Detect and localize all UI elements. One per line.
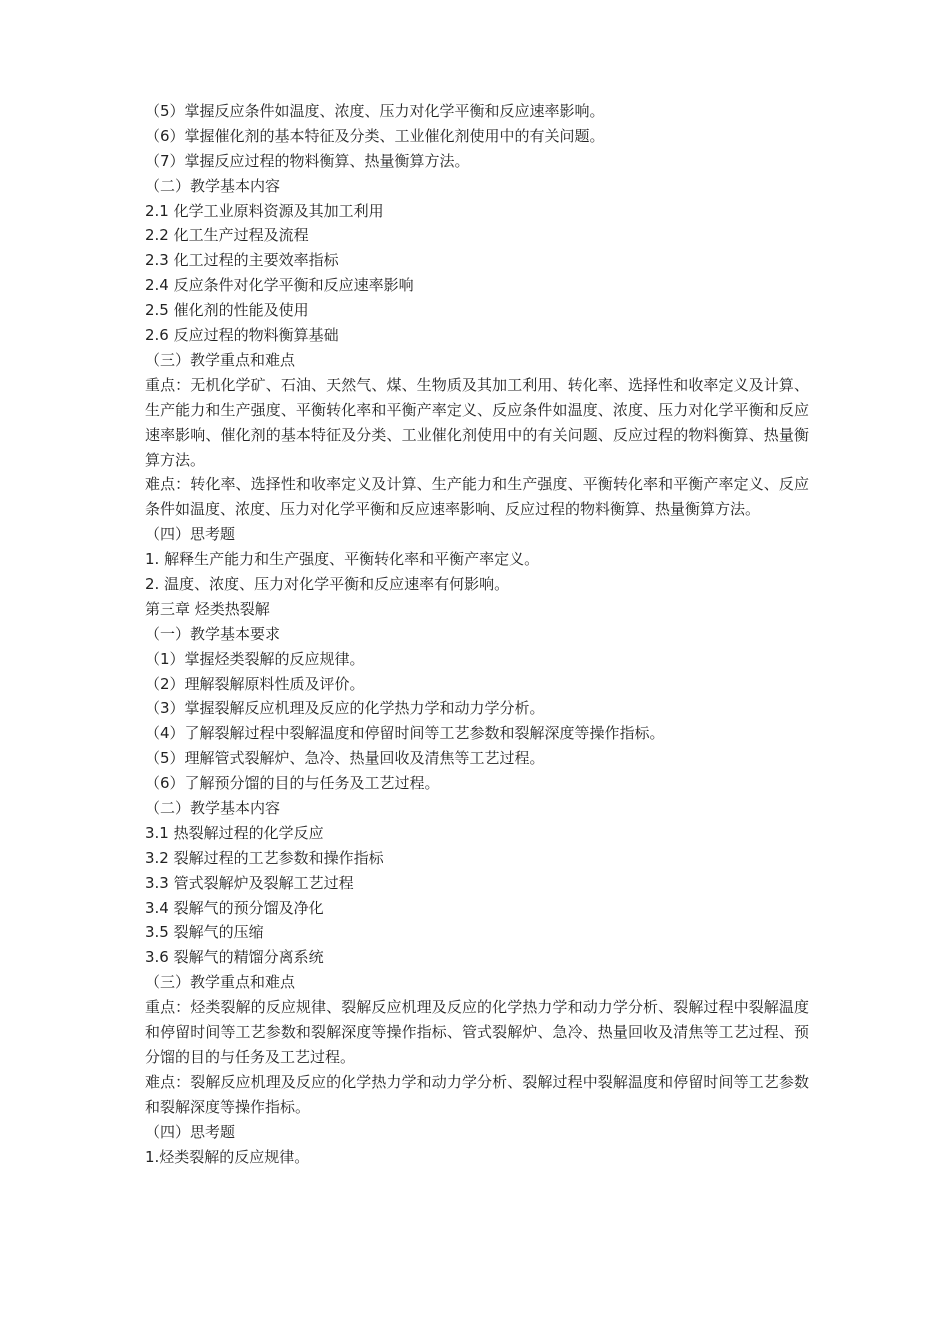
content-item: 3.6 裂解气的精馏分离系统 xyxy=(145,948,324,967)
question-item: 1.烃类裂解的反应规律。 xyxy=(145,1147,310,1166)
key-points-paragraph: 重点：无机化学矿、石油、天然气、煤、生物质及其加工利用、转化率、选择性和收率定义及计算、生产能力和生产强度、平衡转化率和平衡产率定义、反应条件如温度、浓度、压力对化学平衡和反应速率影响、催化剂的基本特征及分类、工业催化剂使用中的有关问题、反应过程的物料衡算、热量衡算方法。 xyxy=(145,375,809,469)
list-item: （6）了解预分馏的目的与任务及工艺过程。 xyxy=(145,774,440,793)
content-item: 2.5 催化剂的性能及使用 xyxy=(145,301,309,320)
question-item: 1. 解释生产能力和生产强度、平衡转化率和平衡产率定义。 xyxy=(145,550,540,569)
list-item: （7）掌握反应过程的物料衡算、热量衡算方法。 xyxy=(145,151,470,170)
content-item: 3.2 裂解过程的工艺参数和操作指标 xyxy=(145,848,384,867)
section-heading: （二）教学基本内容 xyxy=(145,799,281,818)
difficult-points-paragraph: 难点：转化率、选择性和收率定义及计算、生产能力和生产强度、平衡转化率和平衡产率定义、反应条件如温度、浓度、压力对化学平衡和反应速率影响、反应过程的物料衡算、热量衡算方法。 xyxy=(145,475,809,519)
list-item: （4）了解裂解过程中裂解温度和停留时间等工艺参数和裂解深度等操作指标。 xyxy=(145,724,665,743)
list-item: （1）掌握烃类裂解的反应规律。 xyxy=(145,649,365,668)
section-heading: （四）思考题 xyxy=(145,525,236,544)
list-item: （5）掌握反应条件如温度、浓度、压力对化学平衡和反应速率影响。 xyxy=(145,102,605,120)
list-item: （3）掌握裂解反应机理及反应的化学热力学和动力学分析。 xyxy=(145,699,545,718)
content-item: 2.6 反应过程的物料衡算基础 xyxy=(145,326,339,345)
section-heading: （四）思考题 xyxy=(145,1122,236,1141)
list-item: （2）理解裂解原料性质及评价。 xyxy=(145,674,365,693)
content-item: 3.5 裂解气的压缩 xyxy=(145,923,264,942)
content-item: 3.1 热裂解过程的化学反应 xyxy=(145,823,324,842)
content-item: 3.3 管式裂解炉及裂解工艺过程 xyxy=(145,873,354,892)
list-item: （5）理解管式裂解炉、急冷、热量回收及清焦等工艺过程。 xyxy=(145,749,545,768)
content-item: 2.2 化工生产过程及流程 xyxy=(145,226,309,245)
content-item: 2.1 化学工业原料资源及其加工利用 xyxy=(145,201,384,220)
section-heading: （三）教学重点和难点 xyxy=(145,973,296,992)
section-heading: （二）教学基本内容 xyxy=(145,176,281,195)
content-item: 3.4 裂解气的预分馏及净化 xyxy=(145,898,324,917)
question-item: 2. 温度、浓度、压力对化学平衡和反应速率有何影响。 xyxy=(145,575,510,594)
section-heading: （三）教学重点和难点 xyxy=(145,350,296,369)
content-item: 2.4 反应条件对化学平衡和反应速率影响 xyxy=(145,276,414,295)
document-page xyxy=(145,99,809,1169)
content-item: 2.3 化工过程的主要效率指标 xyxy=(145,251,339,270)
key-points-paragraph: 重点：烃类裂解的反应规律、裂解反应机理及反应的化学热力学和动力学分析、裂解过程中裂解温度和停留时间等工艺参数和裂解深度等操作指标、管式裂解炉、急冷、热量回收及清焦等工艺过程、预分馏的目的与任务及工艺过程。 xyxy=(145,998,809,1066)
chapter-title: 第三章 烃类热裂解 xyxy=(145,599,270,618)
list-item: （6）掌握催化剂的基本特征及分类、工业催化剂使用中的有关问题。 xyxy=(145,126,605,145)
difficult-points-paragraph: 难点：裂解反应机理及反应的化学热力学和动力学分析、裂解过程中裂解温度和停留时间等工艺参数和裂解深度等操作指标。 xyxy=(145,1072,809,1116)
section-heading: （一）教学基本要求 xyxy=(145,624,281,643)
